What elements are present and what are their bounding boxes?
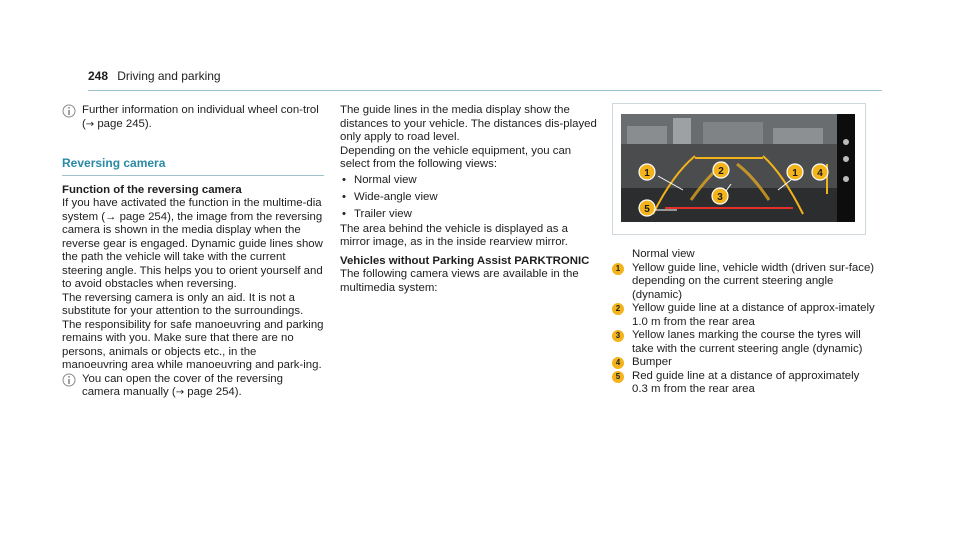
building-shape bbox=[773, 128, 823, 146]
legend-item bbox=[612, 329, 878, 356]
note-text bbox=[82, 373, 324, 400]
subsection-title: Function of the reversing camera bbox=[62, 183, 242, 196]
chapter-title: Driving and parking bbox=[117, 69, 221, 83]
info-icon bbox=[62, 373, 76, 387]
callout-label: 1 bbox=[792, 168, 798, 179]
info-note bbox=[62, 373, 324, 400]
figure-legend bbox=[612, 248, 878, 397]
legend-text: Yellow guide line at a distance of approx-imately 1.0 m from the rear area bbox=[632, 302, 875, 328]
note-text-part: Further information on individual wheel con-trol ( bbox=[82, 104, 319, 130]
legend-text: Yellow guide line, vehicle width (driven sur-face) depending on the current steering angle (dynamic) bbox=[632, 261, 875, 301]
info-note bbox=[62, 104, 324, 131]
callout-label: 4 bbox=[817, 168, 823, 179]
callout-badge: 3 bbox=[612, 330, 624, 342]
legend-item bbox=[612, 262, 878, 303]
legend-item bbox=[612, 370, 878, 397]
note-text-part: You can open the cover of the reversing camera manually ( bbox=[82, 372, 283, 398]
paragraph: The area behind the vehicle is displayed as a mirror image, as in the inside rearview mirror. bbox=[340, 222, 568, 248]
list-item: • Trailer view bbox=[340, 206, 598, 223]
note-text-part: page 254). bbox=[184, 386, 242, 398]
info-icon bbox=[62, 104, 76, 118]
subsection-title: Vehicles without Parking Assist PARKTRONIC bbox=[340, 254, 590, 267]
cross-ref-arrow: → bbox=[85, 118, 95, 130]
building-shape bbox=[673, 118, 691, 146]
note-text-part: page 245). bbox=[94, 117, 152, 130]
callout-badge: 2 bbox=[612, 303, 624, 315]
paragraph: If you have activated the function in the multime-dia system (→ page 254), the image from the reversing camera is shown in the media display when the reverse gear is engaged. Dynamic guide lines show the path the vehicle will take with the current steering angle. This helps you to orient yourself and to avoid obstacles when reversing. bbox=[62, 197, 323, 290]
paragraph: Depending on the vehicle equipment, you can select from the following views: bbox=[340, 144, 572, 170]
callout-badge: 4 bbox=[612, 357, 624, 369]
list-item: • Normal view bbox=[340, 172, 598, 189]
camera-figure bbox=[612, 103, 866, 235]
callout-label: 5 bbox=[644, 204, 650, 215]
paragraph: The guide lines in the media display show the distances to your vehicle. The distances dis-played only apply to road level. bbox=[340, 104, 597, 143]
callout-badge: 1 bbox=[612, 263, 624, 275]
legend-text: Yellow lanes marking the course the tyres will take with the current steering angle (dynamic) bbox=[632, 329, 863, 355]
paragraph: The reversing camera is only an aid. It is not a substitute for your attention to the surroundings. The responsibility for safe manoeuvring and parking remains with you. Make sure that there are no persons, animals or objects etc., in the manoeuvring area while manoeuvring and park-ing. bbox=[62, 291, 324, 371]
callout-badge: 5 bbox=[612, 371, 624, 383]
building-shape bbox=[703, 122, 763, 146]
display-sidebar bbox=[837, 114, 855, 222]
column-left bbox=[62, 104, 324, 400]
callout-label: 3 bbox=[717, 192, 723, 203]
road-area bbox=[621, 144, 837, 188]
building-shape bbox=[627, 126, 667, 146]
legend-item bbox=[612, 302, 878, 329]
legend-item bbox=[612, 356, 878, 370]
legend-text: Red guide line at a distance of approximately 0.3 m from the rear area bbox=[632, 369, 860, 395]
sidebar-icon bbox=[843, 139, 849, 145]
list-item: • Wide-angle view bbox=[340, 189, 598, 206]
note-text bbox=[82, 104, 324, 131]
figure-caption: Normal view bbox=[632, 248, 695, 260]
view-list bbox=[340, 172, 598, 223]
sidebar-icon bbox=[843, 176, 849, 182]
page-number: 248 bbox=[88, 69, 109, 83]
callout-label: 2 bbox=[718, 166, 724, 177]
paragraph: The following camera views are available in the multimedia system: bbox=[340, 268, 579, 294]
section-title: Reversing camera bbox=[62, 157, 324, 176]
legend-text: Bumper bbox=[632, 356, 672, 368]
cross-ref-arrow: → bbox=[175, 387, 185, 398]
reversing-camera-illustration bbox=[613, 104, 865, 234]
callout-label: 1 bbox=[644, 168, 650, 179]
column-middle bbox=[340, 104, 598, 295]
sidebar-icon bbox=[843, 156, 849, 162]
page-header bbox=[88, 70, 882, 91]
